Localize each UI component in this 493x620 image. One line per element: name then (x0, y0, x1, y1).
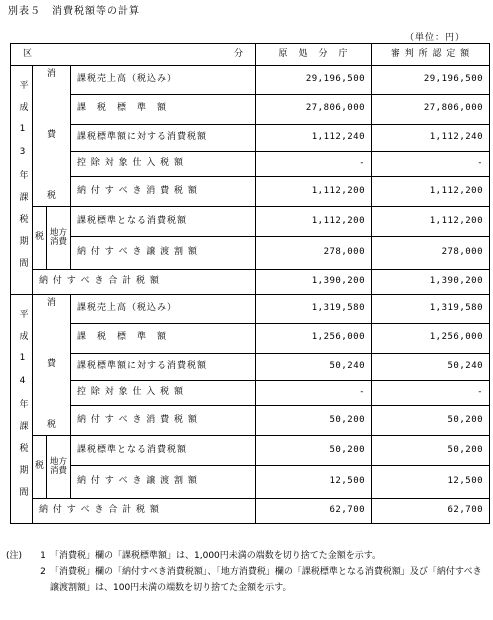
note-number: 1 (40, 551, 46, 561)
header-ku: 区 (23, 48, 33, 59)
row-name: 課税標準となる消費税額 (71, 207, 256, 237)
total-name: 納 付 す べ き 合 計 税 額 (33, 499, 256, 524)
row-shinpan: 1,112,240 (372, 125, 490, 152)
total-gensho: 1,390,200 (256, 270, 372, 295)
row-gensho: 50,200 (256, 436, 372, 466)
row-name: 控 除 対 象 仕 入 税 額 (71, 380, 256, 406)
table-row (11, 125, 490, 152)
note-text: 「消費税」欄の「課税標準額」は、1,000円未満の端数を切り捨てた金額を示す。 (50, 551, 382, 561)
note-item (6, 564, 490, 596)
row-shinpan: - (372, 380, 490, 406)
row-gensho: 1,112,200 (256, 177, 372, 207)
row-name: 控 除 対 象 仕 入 税 額 (71, 151, 256, 177)
note-text: 「消費税」欄の「納付すべき消費税額」、「地方消費税」欄の「課税標準となる消費税額」及び「納付すべき譲渡割額」は、100円未満の端数を切り捨てた金額を示す。 (50, 567, 482, 593)
row-shinpan: 29,196,500 (372, 66, 490, 95)
total-gensho: 62,700 (256, 499, 372, 524)
total-name: 納 付 す べ き 合 計 税 額 (33, 270, 256, 295)
row-gensho: 29,196,500 (256, 66, 372, 95)
row-gensho: 1,112,240 (256, 125, 372, 152)
total-row (11, 270, 490, 295)
row-name: 課税標準となる消費税額 (71, 436, 256, 466)
row-gensho: 1,112,200 (256, 207, 372, 237)
table-row (11, 207, 490, 237)
local-tax-label: 地方消費 (47, 436, 71, 499)
table-row (11, 466, 490, 499)
row-gensho: 1,256,000 (256, 323, 372, 354)
unit-label: （単位：円） (405, 33, 466, 43)
row-shinpan: 27,806,000 (372, 94, 490, 125)
row-name: 納 付 す べ き 消 費 税 額 (71, 406, 256, 436)
row-name: 課 税 標 準 額 (71, 94, 256, 125)
row-name: 課 税 標 準 額 (71, 323, 256, 354)
row-gensho: 278,000 (256, 237, 372, 270)
row-shinpan: 50,200 (372, 406, 490, 436)
table-row (11, 237, 490, 270)
table-row (11, 380, 490, 406)
tax-group-label: 消 費 税 (33, 66, 71, 207)
header-kubun (11, 44, 256, 66)
row-shinpan: 1,112,200 (372, 177, 490, 207)
note-item (6, 548, 490, 564)
total-shinpan: 1,390,200 (372, 270, 490, 295)
row-gensho: 1,319,580 (256, 295, 372, 324)
row-shinpan: 12,500 (372, 466, 490, 499)
table-row (11, 354, 490, 381)
local-tax-side: 税 (33, 207, 47, 270)
row-name: 納 付 す べ き 譲 渡 割 額 (71, 466, 256, 499)
header-bun: 分 (234, 48, 244, 59)
note-number: 2 (40, 567, 46, 577)
row-gensho: 50,240 (256, 354, 372, 381)
table-row (11, 177, 490, 207)
row-name: 課税売上高（税込み） (71, 295, 256, 324)
row-name: 納 付 す べ き 消 費 税 額 (71, 177, 256, 207)
row-name: 課税標準額に対する消費税額 (71, 354, 256, 381)
header-gensho: 原 処 分 庁 (256, 44, 372, 66)
table-row (11, 436, 490, 466)
row-gensho: - (256, 380, 372, 406)
row-name: 課税売上高（税込み） (71, 66, 256, 95)
row-shinpan: 1,112,200 (372, 207, 490, 237)
row-gensho: 27,806,000 (256, 94, 372, 125)
notes (6, 548, 490, 596)
row-name: 課税標準額に対する消費税額 (71, 125, 256, 152)
local-tax-side: 税 (33, 436, 47, 499)
table-row (11, 151, 490, 177)
row-gensho: 50,200 (256, 406, 372, 436)
period-label: 平成13年課税期間 (11, 66, 33, 295)
row-shinpan: 1,319,580 (372, 295, 490, 324)
row-name: 納 付 す べ き 譲 渡 割 額 (71, 237, 256, 270)
note-mark: (注) (6, 551, 23, 561)
table-row (11, 66, 490, 95)
row-shinpan: - (372, 151, 490, 177)
tax-calculation-table (10, 43, 490, 524)
header-shinpan: 審 判 所 認 定 額 (372, 44, 490, 66)
row-gensho: 12,500 (256, 466, 372, 499)
row-shinpan: 278,000 (372, 237, 490, 270)
row-shinpan: 50,200 (372, 436, 490, 466)
table-row (11, 406, 490, 436)
tax-group-label: 消 費 税 (33, 295, 71, 436)
local-tax-label: 地方消費 (47, 207, 71, 270)
total-row (11, 499, 490, 524)
header-row (11, 44, 490, 66)
total-shinpan: 62,700 (372, 499, 490, 524)
row-shinpan: 1,256,000 (372, 323, 490, 354)
table-title: 別表５ 消費税額等の計算 (8, 6, 140, 17)
table-row (11, 94, 490, 125)
period-label: 平成14年課税期間 (11, 295, 33, 524)
table-row (11, 295, 490, 324)
row-gensho: - (256, 151, 372, 177)
row-shinpan: 50,240 (372, 354, 490, 381)
table-row (11, 323, 490, 354)
